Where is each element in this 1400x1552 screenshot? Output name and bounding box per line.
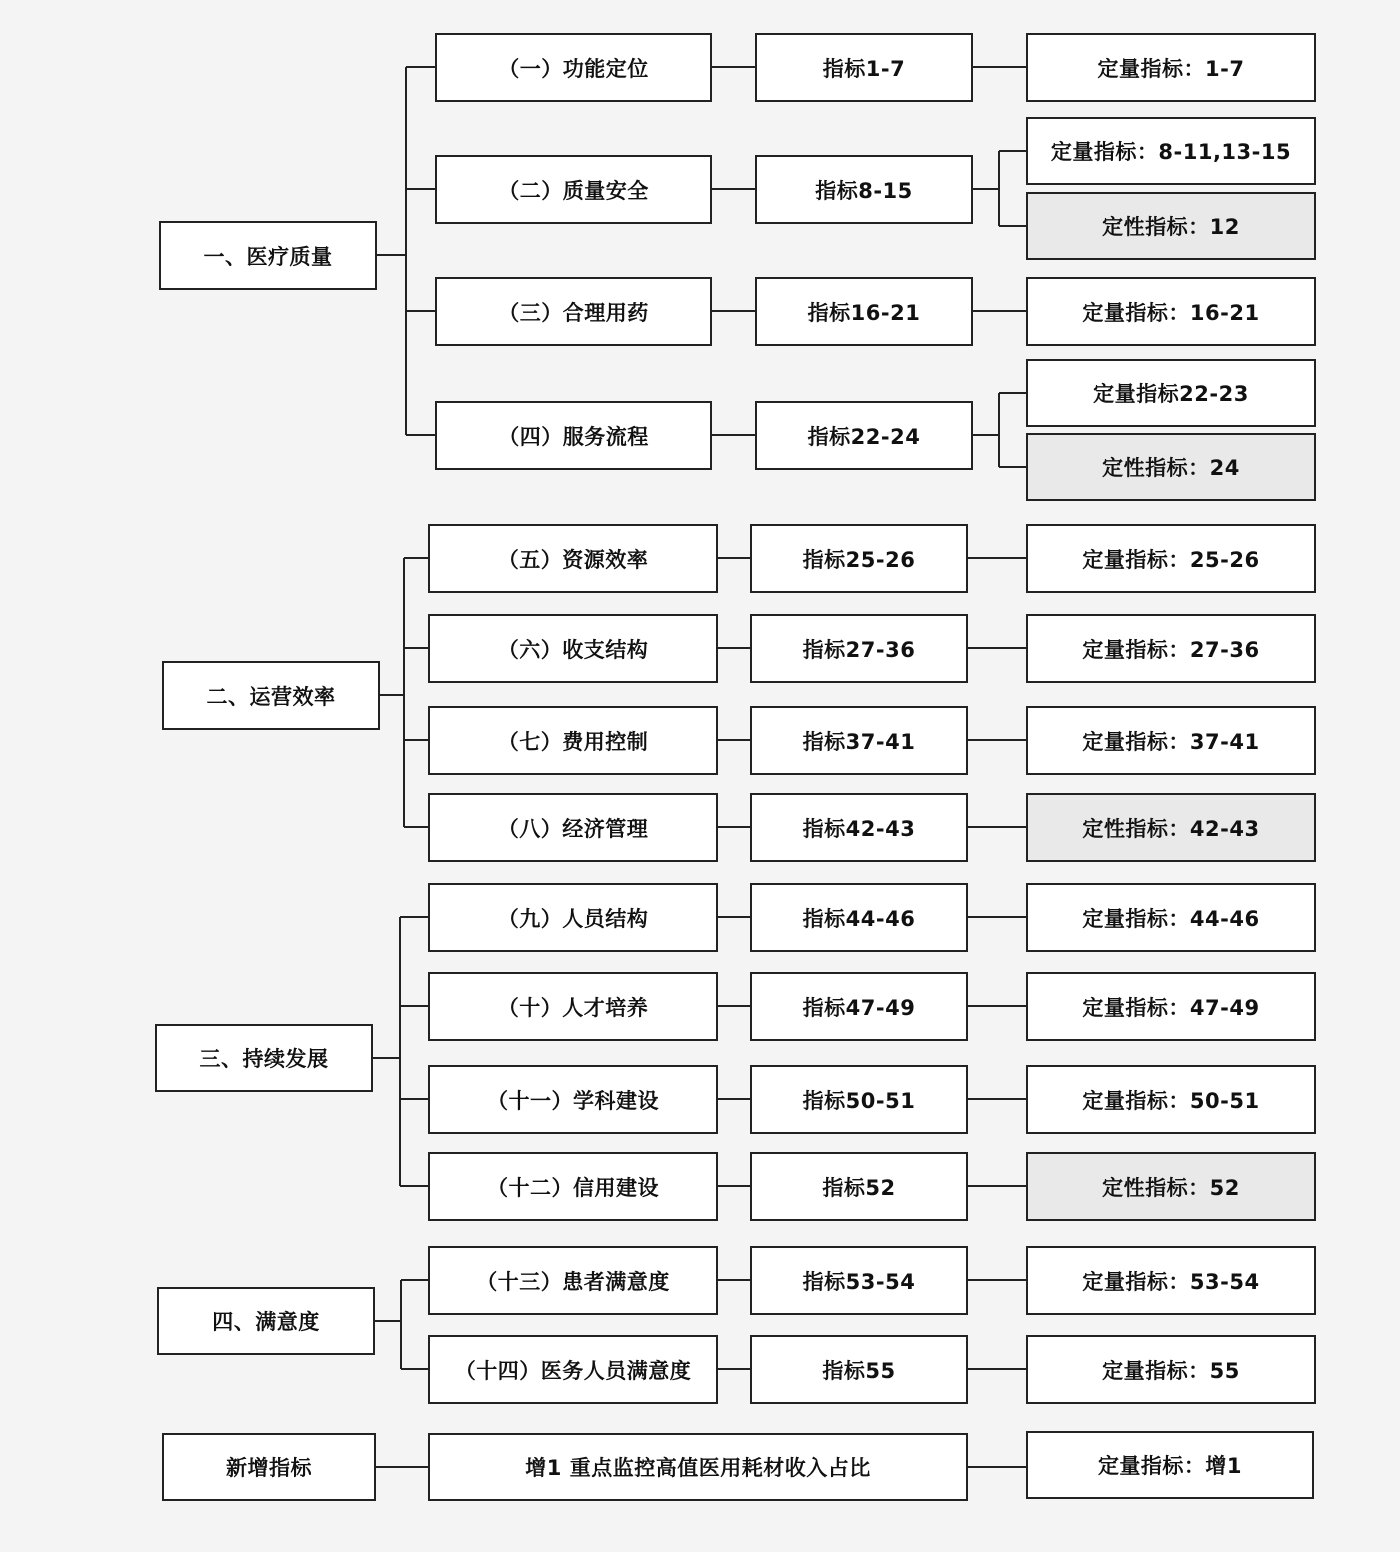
subcategory-box: （十二）信用建设 <box>428 1152 718 1221</box>
result-box-quantitative: 定量指标：1-7 <box>1026 33 1316 102</box>
indicator-box: 指标25-26 <box>750 524 968 593</box>
subcategory-box: （四）服务流程 <box>435 401 712 470</box>
result-box-qualitative: 定性指标：24 <box>1026 433 1316 501</box>
indicator-box: 指标42-43 <box>750 793 968 862</box>
indicator-box: 指标16-21 <box>755 277 973 346</box>
result-box-quantitative: 定量指标22-23 <box>1026 359 1316 427</box>
result-box-quantitative: 定量指标：55 <box>1026 1335 1316 1404</box>
indicator-box: 指标37-41 <box>750 706 968 775</box>
subcategory-box: （十）人才培养 <box>428 972 718 1041</box>
indicator-box: 指标1-7 <box>755 33 973 102</box>
category-box-sustainable-development: 三、持续发展 <box>155 1024 373 1092</box>
subcategory-box: （十三）患者满意度 <box>428 1246 718 1315</box>
indicator-box: 指标53-54 <box>750 1246 968 1315</box>
indicator-box: 指标22-24 <box>755 401 973 470</box>
indicator-box: 指标50-51 <box>750 1065 968 1134</box>
subcategory-box: （十一）学科建设 <box>428 1065 718 1134</box>
category-box-satisfaction: 四、满意度 <box>157 1287 375 1355</box>
result-box-quantitative: 定量指标：53-54 <box>1026 1246 1316 1315</box>
result-box-qualitative: 定性指标：42-43 <box>1026 793 1316 862</box>
result-box-quantitative: 定量指标：增1 <box>1026 1431 1314 1499</box>
subcategory-box: （五）资源效率 <box>428 524 718 593</box>
subcategory-box: （七）费用控制 <box>428 706 718 775</box>
result-box-quantitative: 定量指标：50-51 <box>1026 1065 1316 1134</box>
result-box-quantitative: 定量指标：8-11,13-15 <box>1026 117 1316 185</box>
result-box-quantitative: 定量指标：25-26 <box>1026 524 1316 593</box>
indicator-box: 指标8-15 <box>755 155 973 224</box>
subcategory-box: （六）收支结构 <box>428 614 718 683</box>
result-box-quantitative: 定量指标：16-21 <box>1026 277 1316 346</box>
result-box-quantitative: 定量指标：44-46 <box>1026 883 1316 952</box>
result-box-qualitative: 定性指标：52 <box>1026 1152 1316 1221</box>
category-box-new-indicators: 新增指标 <box>162 1433 376 1501</box>
indicator-box: 指标47-49 <box>750 972 968 1041</box>
indicator-box: 指标52 <box>750 1152 968 1221</box>
indicator-box: 指标27-36 <box>750 614 968 683</box>
subcategory-box: （八）经济管理 <box>428 793 718 862</box>
result-box-quantitative: 定量指标：37-41 <box>1026 706 1316 775</box>
subcategory-box: （九）人员结构 <box>428 883 718 952</box>
indicator-box: 指标55 <box>750 1335 968 1404</box>
subcategory-box: （十四）医务人员满意度 <box>428 1335 718 1404</box>
indicator-box: 指标44-46 <box>750 883 968 952</box>
subcategory-box: （二）质量安全 <box>435 155 712 224</box>
result-box-quantitative: 定量指标：27-36 <box>1026 614 1316 683</box>
result-box-quantitative: 定量指标：47-49 <box>1026 972 1316 1041</box>
category-box-medical-quality: 一、医疗质量 <box>159 221 377 290</box>
result-box-qualitative: 定性指标：12 <box>1026 192 1316 260</box>
category-box-operational-efficiency: 二、运营效率 <box>162 661 380 730</box>
subcategory-box: （三）合理用药 <box>435 277 712 346</box>
new-indicator-box: 增1 重点监控高值医用耗材收入占比 <box>428 1433 968 1501</box>
subcategory-box: （一）功能定位 <box>435 33 712 102</box>
